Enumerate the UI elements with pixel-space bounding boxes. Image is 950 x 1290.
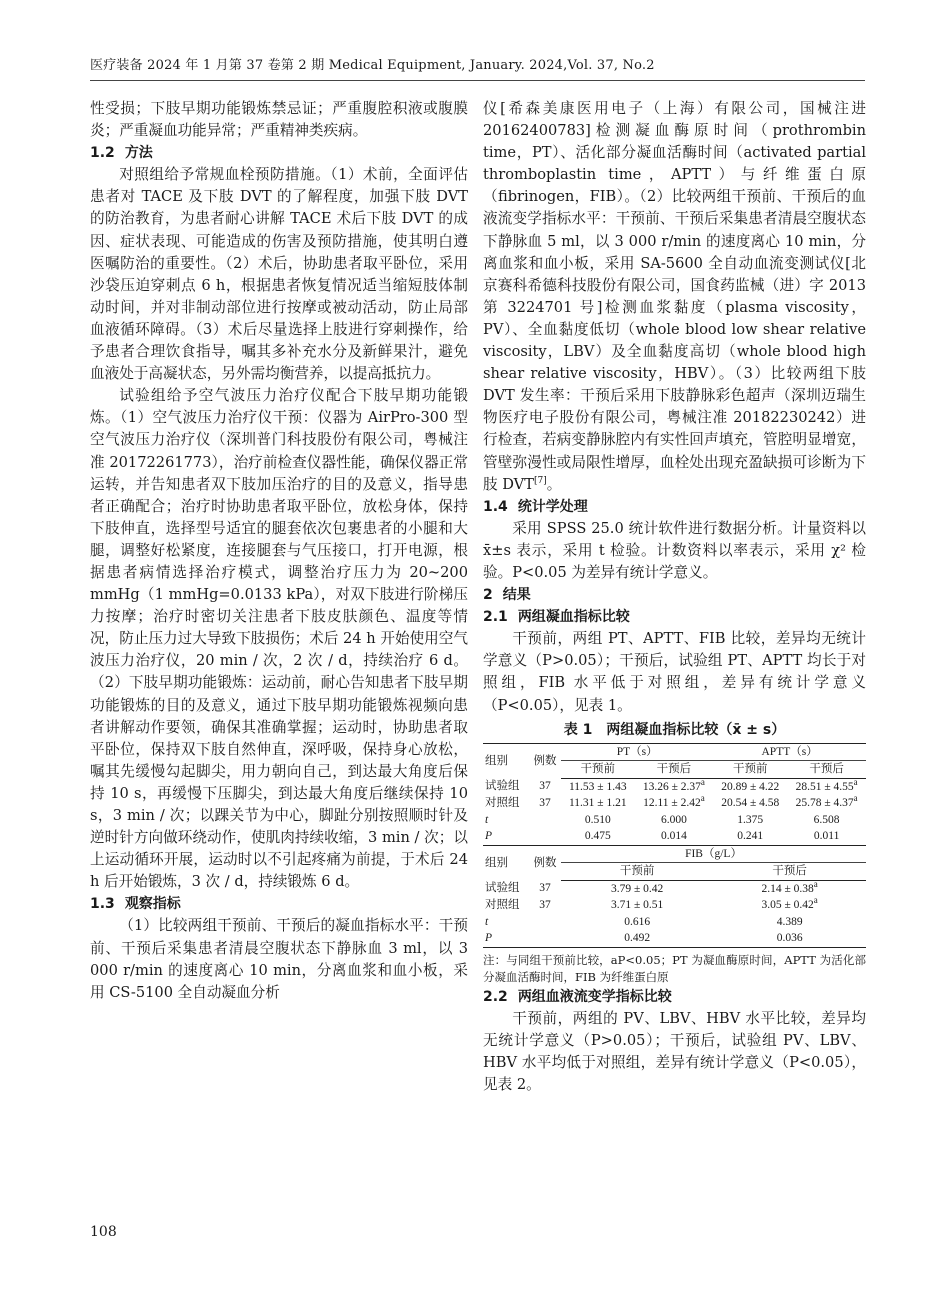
col-header-n: 例数 <box>533 856 557 869</box>
paragraph: 采用 SPSS 25.0 统计软件进行数据分析。计量资料以 x̄±s 表示，采用 t 检验。计数资料以率表示，采用 χ² 检验。P<0.05 为差异有统计学意义。 <box>483 519 866 581</box>
paragraph: （1）比较两组干预前、干预后的凝血指标水平：干预前、干预后采集患者清晨空腹状态下静脉血 3 ml，以 3 000 r/min 的速度离心 10 min，分离血浆和血小板，采用 CS-5100 全自动凝血分析 <box>90 917 468 1001</box>
table-row: 试验组 37 11.53 ± 1.43 13.26 ± 2.37$^a$ 20.89 ± 4.22 28.51 ± 4.55$^a$ <box>485 776 858 793</box>
col-header-before: 干预前 <box>561 761 634 779</box>
col-header-aptt: APTT（s） <box>713 743 866 761</box>
section-heading-2-1: 2.1 两组凝血指标比较 <box>483 609 630 626</box>
table-row: t 0.510 6.000 1.375 6.508 <box>485 813 840 826</box>
col-header-before: 干预前 <box>713 761 787 779</box>
table-note: 注：与同组干预前比较，aP<0.05；PT 为凝血酶原时间，APTT 为活化部分凝血活酶时间，FIB 为纤维蛋白原 <box>483 952 866 984</box>
col-header-group: 组别 <box>485 856 508 869</box>
paragraph: 干预前，两组的 PV、LBV、HBV 水平比较，差异均无统计学意义（P>0.05）；干预后，试验组 PV、LBV、HBV 水平均低于对照组，差异有统计学意义（P<0.05），见表 2。 <box>483 1009 866 1094</box>
col-header-before: 干预前 <box>561 863 713 881</box>
paragraph: 试验组给予空气波压力治疗仪配合下肢早期功能锻炼。（1）空气波压力治疗仪干预：仪器为 AirPro-300 型空气波压力治疗仪（深圳普门科技股份有限公司，粤械注准 20172261773），治疗前检查仪器性能，确保仪器正常运转，并告知患者双下肢加压治疗的目的及意义，指导患者正确配合；治疗时协助患者取平卧位，放松身体，保持下肢伸直，选择型号适宜的腿套依次包裹患者的小腿和大腿，调整好松紧度，连接腿套与气压接口，打开电源，根据患者病情选择治疗模式，调整治疗压力为 20~200 mmHg（1 mmHg=0.0133 kPa），对双下肢进行阶梯压力按摩；治疗时密切关注患者下肢皮肤颜色、温度等情况，防止压力过大导致下肢损伤；术后 24 h 开始使用空气波压力治疗仪，20 min / 次，2 次 / d，持续治疗 6 d。（2）下肢早期功能锻炼：运动前，耐心告知患者下肢早期功能锻炼的目的及意义，通过下肢早期功能锻炼视频向患者讲解动作要领，确保其准确掌握；运动时，协助患者取平卧位，保持双下肢自然伸直，深呼吸，保持身心放松，嘱其先缓慢勾起脚尖，用力朝向自己，到达最大角度后保持 10 s，再缓慢下压脚尖，到达最大角度后继续保持 10 s，3 min / 次；以踝关节为中心，脚趾分别按照顺时针及逆时针方向做环绕动作，使肌肉持续收缩，3 min / 次；以上运动循环开展，运动时以不引起疼痛为前提，于术后 24 h 后开始锻炼，3 次 / d，持续锻炼 6 d。 <box>90 387 468 891</box>
table-row: P 0.492 0.036 <box>483 930 866 947</box>
paragraph: 干预前，两组 PT、APTT、FIB 比较，差异均无统计学意义（P>0.05）；干预后，试验组 PT、APTT 均长于对照组，FIB 水平低于对照组，差异有统计学意义（P<0.05），见表 1。 <box>483 630 866 714</box>
section-heading-1-3: 1.3 观察指标 <box>90 896 181 913</box>
col-header-after: 干预后 <box>787 761 866 779</box>
header-divider <box>90 80 865 81</box>
col-header-after: 干预后 <box>635 761 714 779</box>
section-heading-1-4: 1.4 统计学处理 <box>483 498 588 515</box>
col-header-group: 组别 <box>483 743 529 778</box>
coagulation-table <box>483 743 866 948</box>
running-header: 医疗装备 2024 年 1 月第 37 卷第 2 期 Medical Equipment, January. 2024,Vol. 37, No.2 <box>90 58 655 73</box>
table-caption: 表 1 两组凝血指标比较（x̄ ± s） <box>563 721 786 738</box>
table-row: P 0.475 0.014 0.241 0.011 <box>483 828 866 845</box>
col-header-after: 干预后 <box>713 863 866 881</box>
table-row: 试验组 37 3.79 ± 0.42 2.14 ± 0.38$^a$ <box>485 878 818 895</box>
left-column <box>90 98 468 1004</box>
right-column <box>483 98 866 1096</box>
page-number: 108 <box>90 1224 117 1240</box>
paragraph: 性受损；下肢早期功能锻炼禁忌证；严重腹腔积液或腹膜炎；严重凝血功能异常；严重精神类疾病。 <box>90 100 468 140</box>
paragraph: 仪[希森美康医用电子（上海）有限公司，国械注进 20162400783]检测凝血酶原时间（prothrombin time，PT）、活化部分凝血活酶时间（activated partial thromboplastin time，APTT）与纤维蛋白原（fibrinogen，FIB）。（2）比较两组干预前、干预后的血液流变学指标水平：干预前、干预后采集患者清晨空腹状态下静脉血 5 ml，以 3 000 r/min 的速度离心 10 min，分离血浆和血小板，采用 SA-5600 全自动血流变测试仪[北京赛科希德科技股份有限公司，国食药监械（进）字 2013 第 3224701 号]检测血浆黏度（plasma viscosity，PV）、全血黏度低切（whole blood low shear relative viscosity，LBV）及全血黏度高切（whole blood high shear relative viscosity，HBV）。（3）比较两组下肢 DVT 发生率：干预后采用下肢静脉彩色超声（深圳迈瑞生物医疗电子股份有限公司，粤械注准 20182230242）进行检查，若病变静脉腔内有实性回声填充，管腔明显增宽，管壁弥漫性或局限性增厚，血栓处出现充盈缺损可诊断为下肢 DVT[7]。 <box>483 100 866 493</box>
section-heading-1-2: 1.2 方法 <box>90 145 153 162</box>
col-header-pt: PT（s） <box>561 743 713 761</box>
col-header-fib: FIB（g/L） <box>561 845 866 863</box>
section-heading-2-2: 2.2 两组血液流变学指标比较 <box>483 988 672 1005</box>
table-row: 对照组 37 11.31 ± 1.21 12.11 ± 2.42$^a$ 20.54 ± 4.58 25.78 ± 4.37$^a$ <box>485 793 858 810</box>
table-row: 对照组 37 3.71 ± 0.51 3.05 ± 0.42$^a$ <box>485 895 818 912</box>
col-header-n: 例数 <box>529 743 561 778</box>
paragraph: 对照组给予常规血栓预防措施。（1）术前，全面评估患者对 TACE 及下肢 DVT 的了解程度，加强下肢 DVT 的防治教育，为患者耐心讲解 TACE 术后下肢 DVT 的成因、症状表现、可能造成的伤害及预防措施，使其明白遵医嘱防治的重要性。（2）术后，协助患者取平卧位，采用沙袋压迫穿刺点 6 h，根据患者恢复情况适当缩短肢体制动时间，并对非制动部位进行按摩或被动活动，防止局部血液循环障碍。（3）术后尽量选择上肢进行穿刺操作，给予患者合理饮食指导，嘱其多补充水分及新鲜果汁，避免血液处于高凝状态，另外需均衡营养，以提高抵抗力。 <box>90 166 468 383</box>
table-row: t 0.616 4.389 <box>485 915 803 928</box>
section-heading-2: 2 结果 <box>483 587 531 604</box>
